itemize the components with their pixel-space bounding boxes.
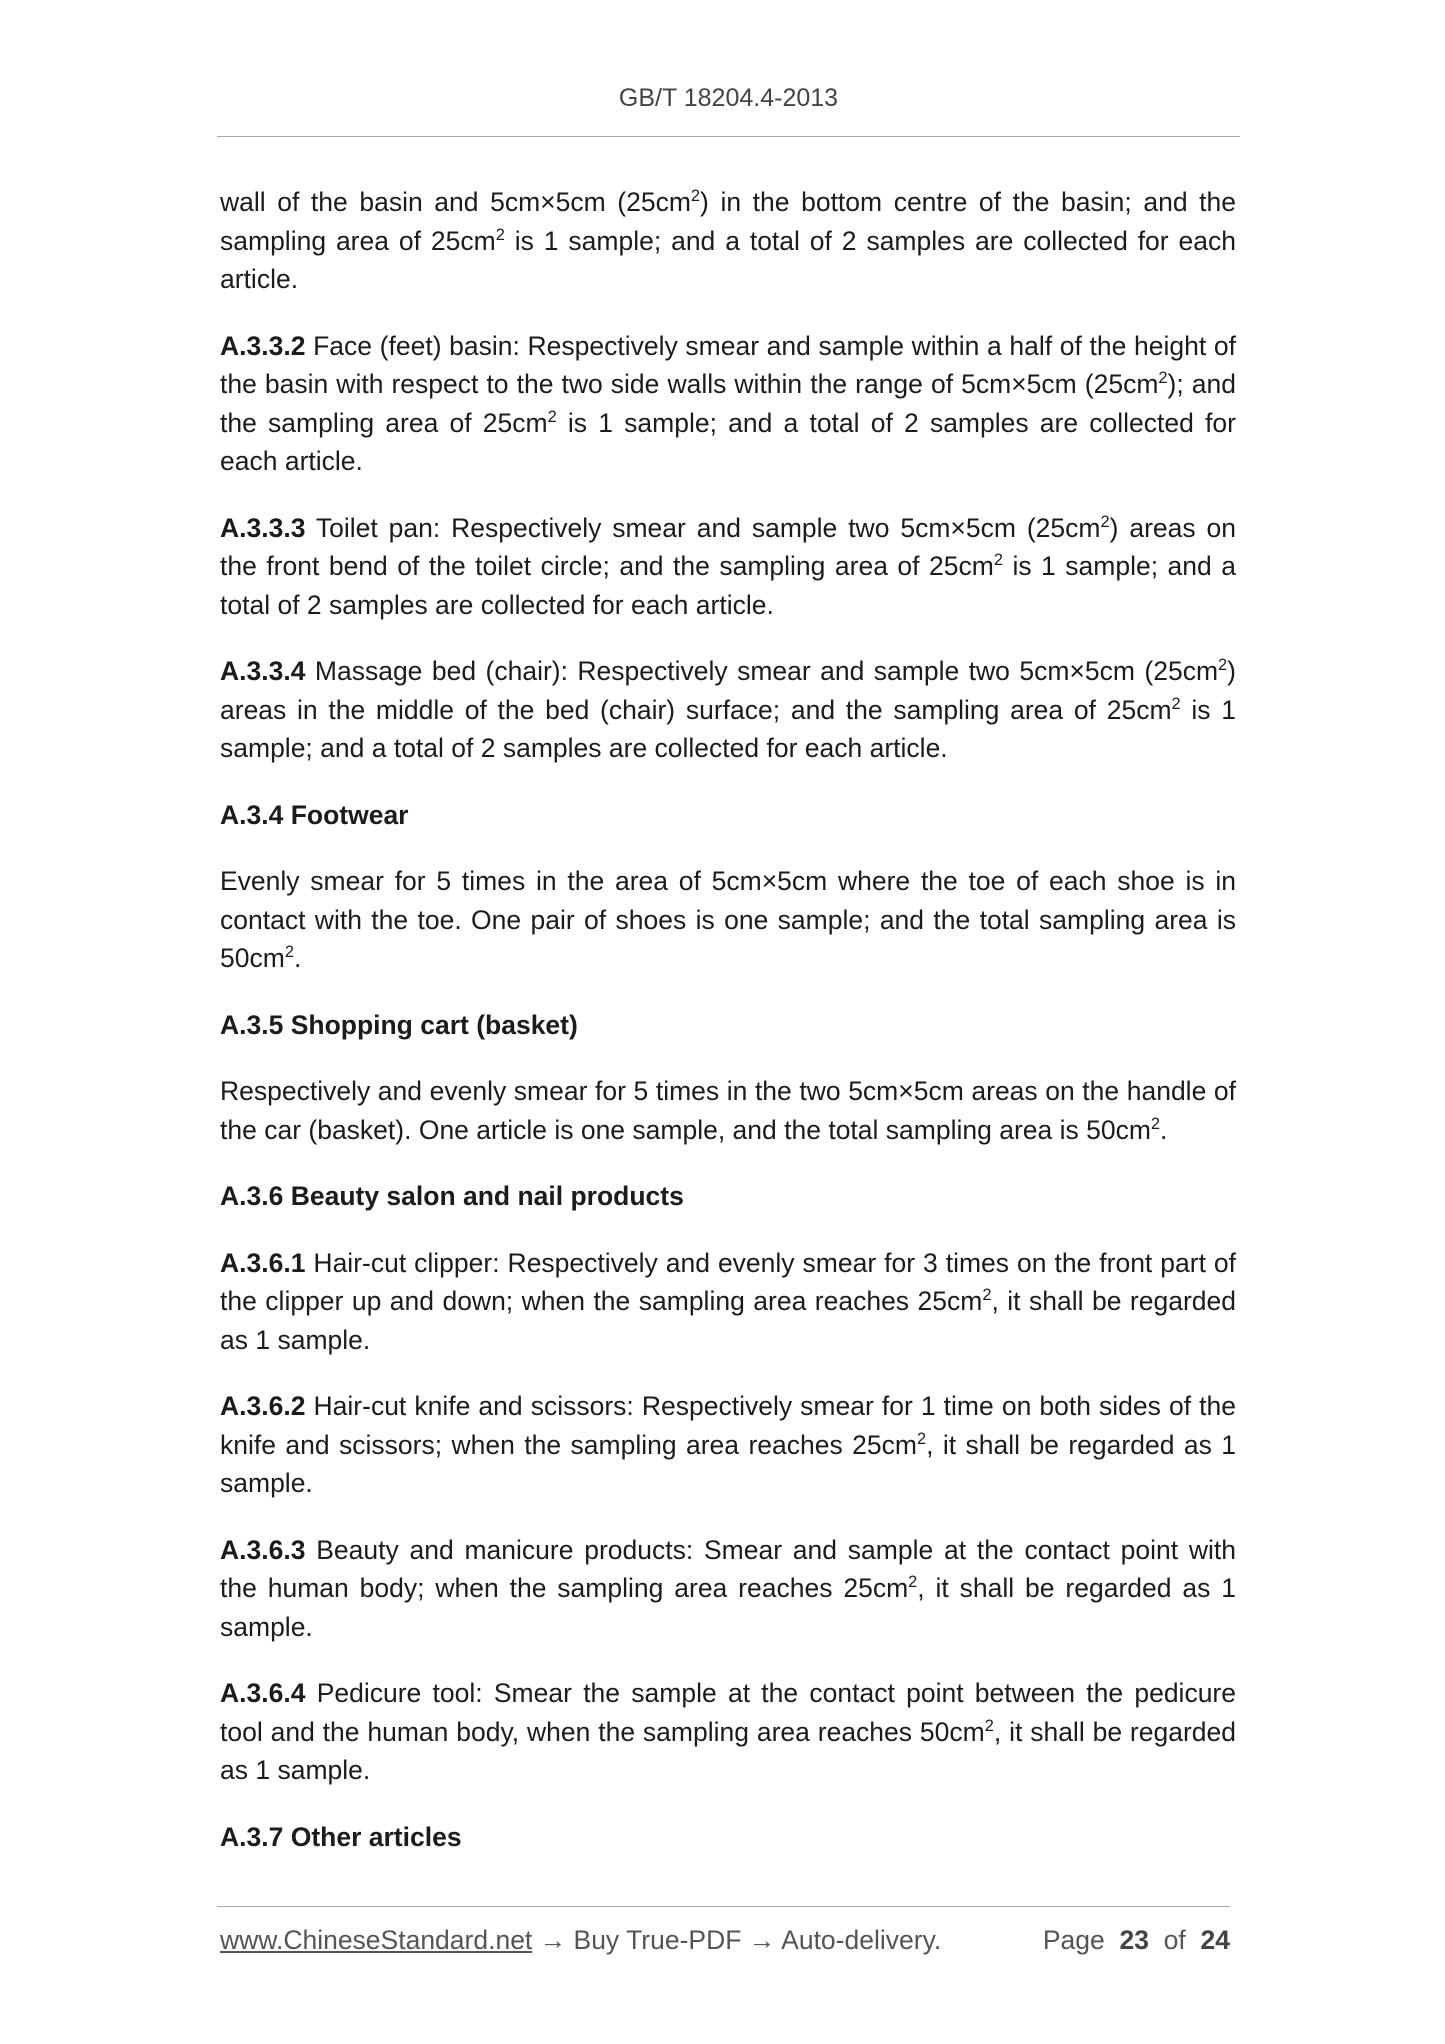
- body-paragraph: [220, 509, 1236, 625]
- body-paragraph: [220, 652, 1236, 768]
- body-paragraph: [220, 1387, 1236, 1503]
- section-heading: A.3.4 Footwear: [220, 799, 409, 830]
- body-paragraph: [220, 1244, 1236, 1360]
- paragraph-text: Beauty and manicure products: Smear and sample at the contact point with the human body; when the sampling area reaches $25cm^2$, it shall be regarded as 1 sample.: [220, 1534, 1236, 1642]
- clause-number: A.3.3.3: [220, 512, 306, 543]
- paragraph-text: Massage bed (chair): Respectively smear and sample two 5cm×5cm $(25cm^2)$ areas in the middle of the bed (chair) surface; and the sampling area of $25cm^2$ is 1 sample; and a total of 2 samples are collected for each article.: [220, 655, 1236, 763]
- document-body: [220, 183, 1236, 1884]
- body-paragraph: [220, 1531, 1236, 1647]
- paragraph-text: Pedicure tool: Smear the sample at the contact point between the pedicure tool and the human body, when the sampling area reaches $50cm^2$, it shall be regarded as 1 sample.: [220, 1678, 1236, 1785]
- body-paragraph: [220, 183, 1236, 299]
- paragraph-text: Hair-cut knife and scissors: Respectively smear for 1 time on both sides of the knife and scissors; when the sampling area reaches $25cm^2$, it shall be regarded as 1 sample.: [220, 1391, 1236, 1498]
- header-divider: [217, 136, 1240, 137]
- page-total: 24: [1200, 1925, 1230, 1955]
- footer-divider: [217, 1906, 1230, 1907]
- clause-number: A.3.3.4: [220, 656, 306, 686]
- paragraph-text: wall of the basin and 5cm×5cm $(25cm^2)$ in the bottom centre of the basin; and the sampling area of $25cm^2$ is 1 sample; and a total of 2 samples are collected for each article.: [220, 186, 1236, 294]
- page-footer: [220, 1925, 1230, 1965]
- clause-number: A.3.6.4: [220, 1678, 306, 1708]
- of-label: of: [1163, 1925, 1186, 1955]
- body-paragraph: [220, 1072, 1236, 1149]
- document-header: GB/T 18204.4-2013: [618, 84, 839, 112]
- clause-number: A.3.6.3: [220, 1534, 306, 1565]
- paragraph-text: Toilet pan: Respectively smear and sample two 5cm×5cm $(25cm^2)$ areas on the front bend of the toilet circle; and the sampling area of $25cm^2$ is 1 sample; and a total of 2 samples are collected for each article.: [220, 512, 1236, 620]
- paragraph-text: Face (feet) basin: Respectively smear and sample within a half of the height of the basin with respect to the two side walls within the range of 5cm×5cm $(25cm^2)$; and the sampling area of $25cm^2$ is 1 sample; and a total of 2 samples are collected for each article.: [220, 330, 1236, 476]
- website-link[interactable]: www.ChineseStandard.net: [220, 1925, 533, 1955]
- clause-number: A.3.6.1: [220, 1247, 306, 1278]
- body-paragraph: [220, 862, 1236, 978]
- section-heading: A.3.7 Other articles: [220, 1821, 462, 1852]
- section-heading: A.3.5 Shopping cart (basket): [220, 1009, 578, 1040]
- paragraph-text: Hair-cut clipper: Respectively and evenly smear for 3 times on the front part of the clipper up and down; when the sampling area reaches $25cm^2$, it shall be regarded as 1 sample.: [220, 1247, 1236, 1355]
- paragraph-text: Evenly smear for 5 times in the area of 5cm×5cm where the toe of each shoe is in contact with the toe. One pair of shoes is one sample; and the total sampling area is $50cm^2$.: [220, 866, 1236, 973]
- page-label: Page: [1042, 1925, 1105, 1955]
- body-paragraph: [220, 327, 1236, 481]
- page-number: 23: [1119, 1925, 1149, 1955]
- page-indicator: [1043, 1925, 1230, 1956]
- clause-number: A.3.6.2: [220, 1391, 306, 1421]
- footer-left: [220, 1925, 941, 1956]
- footer-tagline: → Buy True-PDF → Auto-delivery.: [532, 1925, 942, 1955]
- clause-number: A.3.3.2: [220, 330, 306, 361]
- section-heading: A.3.6 Beauty salon and nail products: [220, 1181, 684, 1211]
- body-paragraph: [220, 1674, 1236, 1790]
- paragraph-text: Respectively and evenly smear for 5 times in the two 5cm×5cm areas on the handle of the car (basket). One article is one sample, and the total sampling area is $50cm^2$.: [220, 1076, 1236, 1145]
